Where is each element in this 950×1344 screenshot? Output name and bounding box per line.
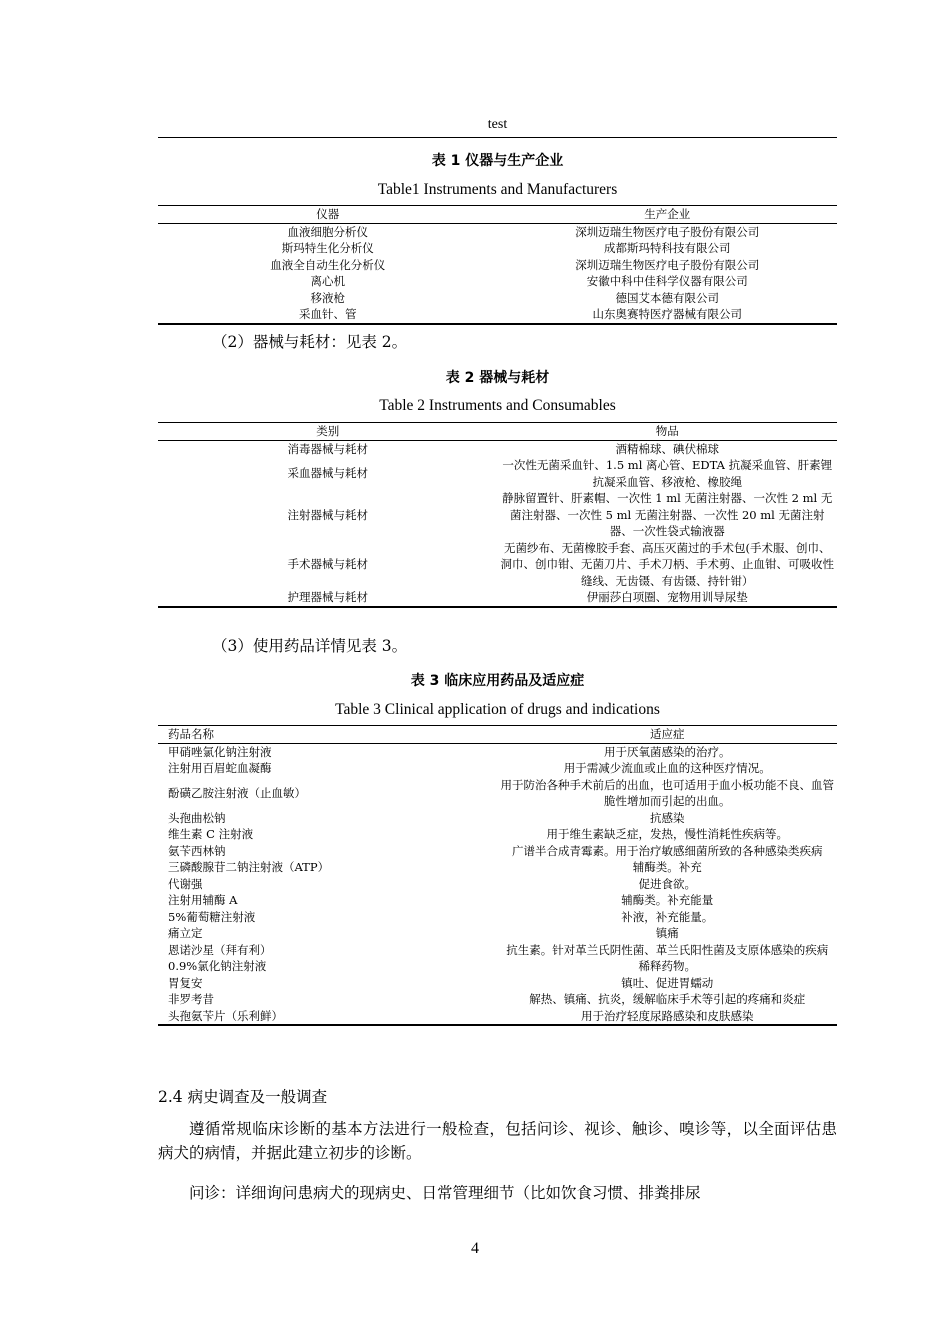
table-cell: 用于治疗轻度尿路感染和皮肤感染	[498, 1008, 838, 1026]
table-row	[158, 859, 837, 876]
table-row	[158, 540, 837, 590]
table-cell: 酒精棉球、碘伏棉球	[615, 441, 719, 456]
table-row	[158, 290, 837, 307]
table-row	[158, 975, 837, 992]
table-cell: 成都斯玛特科技有限公司	[604, 241, 731, 255]
table-header-row	[158, 726, 837, 744]
table-row	[158, 925, 837, 942]
table-header-cell: 生产企业	[498, 206, 838, 224]
table-cell: 解热、镇痛、抗炎，缓解临床手术等引起的疼痛和炎症	[529, 992, 806, 1006]
table-cell: 胃复安	[168, 975, 203, 990]
table-cell: 三磷酸腺苷二钠注射液（ATP）	[168, 860, 330, 874]
table-row	[158, 240, 837, 257]
table2-caption-zh: 表 2 器械与耗材	[445, 370, 550, 386]
table2	[158, 422, 837, 608]
table-cell: 广谱半合成青霉素。用于治疗敏感细菌所致的各种感染类疾病	[512, 843, 823, 858]
table-cell: 注射用百眉蛇血凝酶	[168, 761, 272, 775]
table3-caption-en: Table 3 Clinical application of drugs and indications	[335, 701, 660, 718]
table1-caption-en: Table1 Instruments and Manufacturers	[377, 181, 618, 198]
table-row	[158, 1008, 837, 1026]
table-cell: 离心机	[310, 274, 345, 288]
table-cell: 补液，补充能量。	[621, 909, 714, 924]
table-cell: 伊丽莎白项圈、宠物用训导尿垫	[498, 589, 838, 607]
table-cell: 山东奥赛特医疗器械有限公司	[498, 306, 838, 324]
table-header-row	[158, 206, 837, 224]
table-cell: 辅酶类。补充能量	[621, 893, 714, 907]
table2-caption-en: Table 2 Instruments and Consumables	[379, 397, 616, 414]
table-cell: 头孢曲松钠	[168, 810, 226, 825]
table-row	[158, 273, 837, 290]
table3-caption-zh: 表 3 临床应用药品及适应症	[410, 673, 585, 689]
table-cell: 血液全自动生化分析仪	[270, 257, 386, 272]
table-cell: 用于需减少流血或止血的这种医疗情况。	[563, 761, 771, 775]
table-cell: 抗感染	[650, 810, 685, 825]
table-cell: 用于厌氧菌感染的治疗。	[604, 744, 731, 759]
table-row	[158, 843, 837, 860]
table-cell: 镇吐、促进胃蠕动	[621, 975, 714, 990]
table-header-row	[158, 423, 837, 441]
table-cell: 注射用辅酶 A	[168, 893, 238, 907]
table-row	[158, 440, 837, 457]
table-cell: 痛立定	[168, 926, 203, 940]
table-cell: 5%葡萄糖注射液	[168, 909, 256, 924]
paragraph-general-exam: 遵循常规临床诊断的基本方法进行一般检查，包括问诊、视诊、触诊、嗅诊等，以全面评估患病犬的病情，并据此建立初步的诊断。	[158, 1120, 837, 1162]
table-cell: 0.9%氯化钠注射液	[168, 959, 267, 973]
table-cell: 非罗考昔	[168, 992, 214, 1006]
table1	[158, 205, 837, 325]
table-cell: 稀释药物。	[638, 959, 696, 973]
table-cell: 酚磺乙胺注射液（止血敏）	[168, 785, 306, 800]
table-row	[158, 876, 837, 893]
table-cell: 护理器械与耗材	[158, 589, 498, 607]
table-cell: 恩诺沙星（拜有利）	[168, 942, 272, 957]
table-row	[158, 306, 837, 324]
table-cell: 无菌纱布、无菌橡胶手套、高压灭菌过的手术包(手术服、创巾、洞巾、创巾钳、无菌刀片、手术刀柄、手术剪、止血钳、可吸收性缝线、无齿镊、有齿镊、持针钳）	[500, 540, 834, 588]
header-rule	[158, 137, 837, 138]
table-header-cell: 药品名称	[158, 726, 498, 744]
table-header-cell: 类别	[158, 423, 498, 441]
table-row	[158, 991, 837, 1008]
table-cell: 镇痛	[655, 926, 679, 940]
section-heading-2-4: 2.4 病史调查及一般调查	[158, 1088, 328, 1106]
table-header-cell: 适应症	[498, 726, 838, 744]
table-row	[158, 892, 837, 909]
table-cell: 深圳迈瑞生物医疗电子股份有限公司	[575, 257, 760, 272]
table-row	[158, 810, 837, 827]
table1-caption-zh: 表 1 仪器与生产企业	[431, 153, 564, 169]
table-cell: 用于维生素缺乏症，发热，慢性消耗性疾病等。	[546, 827, 788, 841]
table-cell: 手术器械与耗材	[287, 557, 368, 571]
table-cell: 头孢氨苄片（乐利鲜）	[158, 1008, 498, 1026]
table-cell: 代谢强	[168, 876, 203, 891]
table-row	[158, 589, 837, 607]
table-header-cell: 物品	[498, 423, 838, 441]
table-cell: 采血针、管	[158, 306, 498, 324]
paragraph-drugs: （3）使用药品详情见表 3。	[212, 637, 408, 655]
table-row	[158, 223, 837, 240]
paragraph-instruments: （2）器械与耗材：见表 2。	[212, 333, 408, 351]
table-row	[158, 958, 837, 975]
table-cell: 甲硝唑氯化钠注射液	[168, 744, 272, 759]
table3	[158, 725, 837, 1026]
table-row	[158, 760, 837, 777]
page-number: 4	[471, 1240, 479, 1257]
table-cell: 移液枪	[310, 290, 345, 305]
table-row	[158, 457, 837, 490]
table-cell: 血液细胞分析仪	[287, 224, 368, 239]
paragraph-inquiry: 问诊：详细询问患病犬的现病史、日常管理细节（比如饮食习惯、排粪排尿	[189, 1184, 701, 1202]
table-cell: 安徽中科中佳科学仪器有限公司	[586, 274, 748, 288]
table-cell: 氨苄西林钠	[168, 843, 226, 858]
table-cell: 消毒器械与耗材	[287, 441, 368, 456]
table-cell: 深圳迈瑞生物医疗电子股份有限公司	[575, 224, 760, 239]
table-row	[158, 490, 837, 540]
table-row	[158, 909, 837, 926]
table-cell: 一次性无菌采血针、1.5 ml 离心管、EDTA 抗凝采血管、肝素锂抗凝采血管、移液枪、橡胶绳	[502, 458, 833, 489]
table-cell: 辅酶类。补充	[632, 860, 702, 874]
table-row	[158, 257, 837, 274]
table-cell: 采血器械与耗材	[287, 466, 368, 481]
table-row	[158, 743, 837, 760]
table-cell: 用于防治各种手术前后的出血，也可适用于血小板功能不良、血管脆性增加而引起的出血。	[500, 777, 834, 808]
running-header: test	[487, 117, 508, 132]
table-row	[158, 777, 837, 810]
table-row	[158, 826, 837, 843]
table-cell: 注射器械与耗材	[287, 507, 368, 522]
table-cell: 德国艾本德有限公司	[615, 290, 719, 305]
table-row	[158, 942, 837, 959]
table-cell: 维生素 C 注射液	[168, 827, 254, 841]
table-cell: 静脉留置针、肝素帽、一次性 1 ml 无菌注射器、一次性 2 ml 无菌注射器、一次性 5 ml 无菌注射器、一次性 20 ml 无菌注射器、一次性袋式输液器	[502, 491, 833, 538]
table-header-cell: 仪器	[158, 206, 498, 224]
table-cell: 斯玛特生化分析仪	[281, 241, 374, 255]
table-cell: 抗生素。针对革兰氏阴性菌、革兰氏阳性菌及支原体感染的疾病	[506, 942, 829, 957]
table-cell: 促进食欲。	[638, 876, 696, 891]
